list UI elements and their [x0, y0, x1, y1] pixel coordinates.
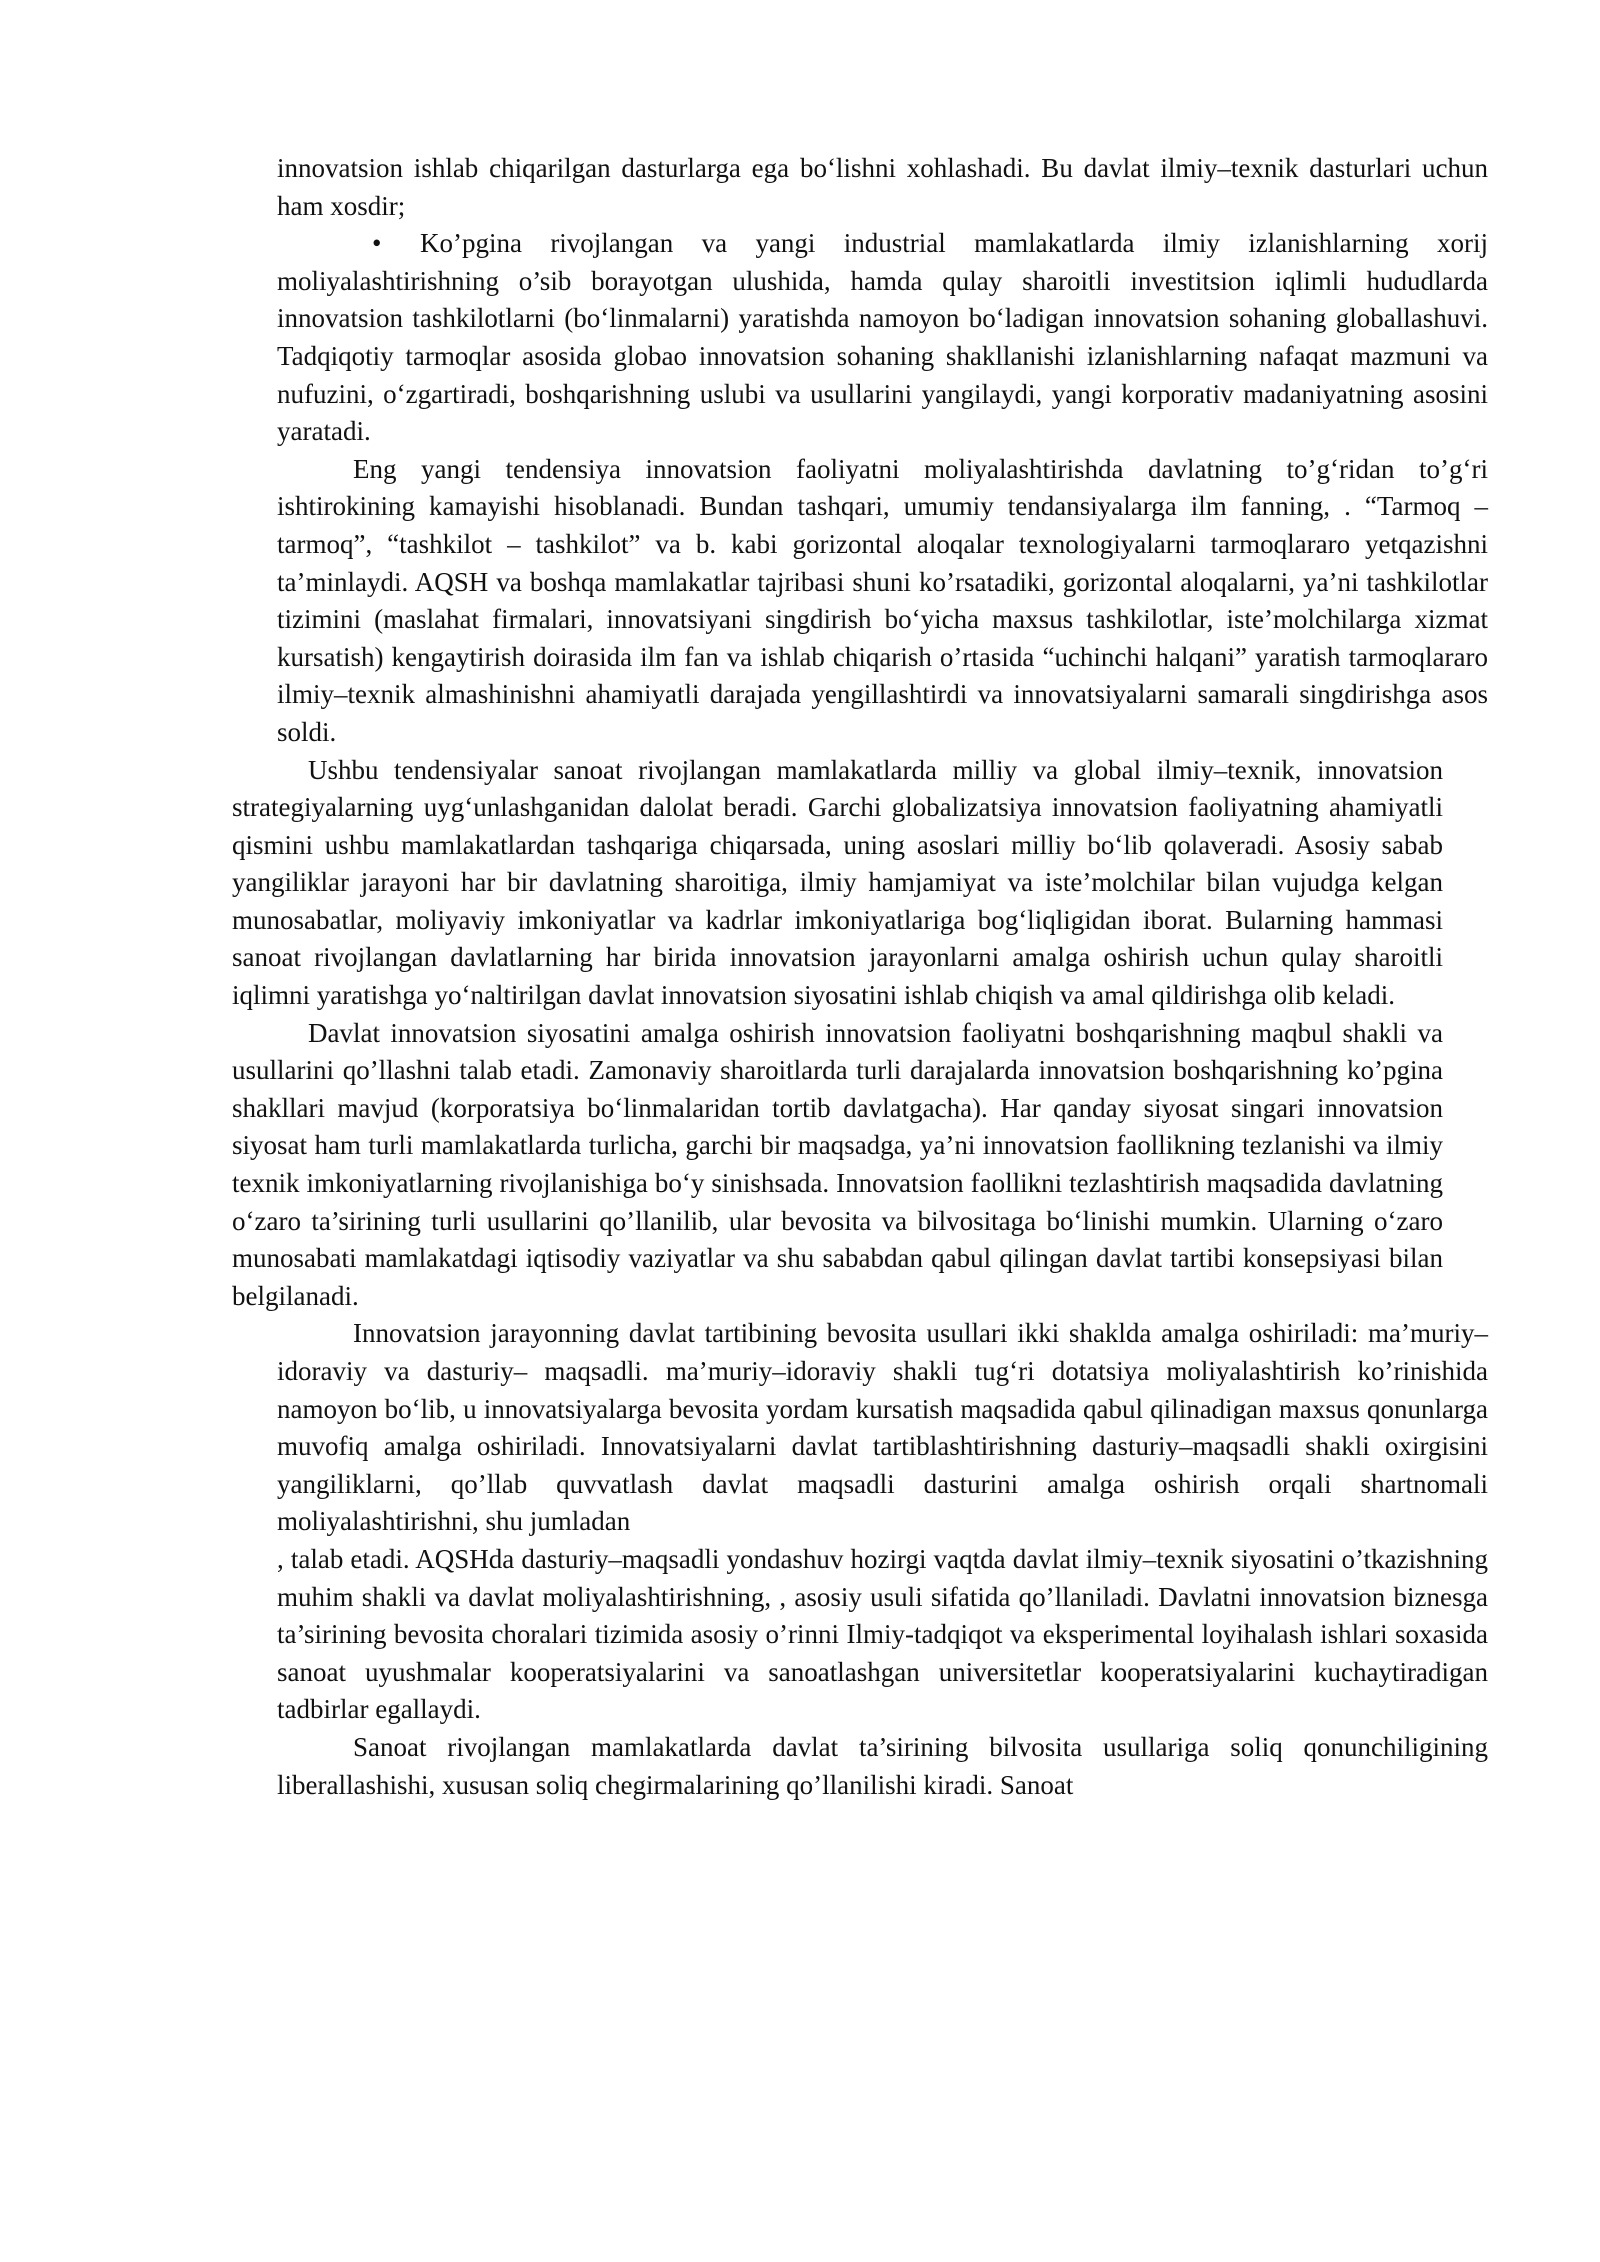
paragraph-continuation: innovatsion ishlab chiqarilgan dasturlarga ega bo‘lishni xohlashadi. Bu davlat ilmiy–texnik dasturlari uchun ham xosdir; — [277, 153, 1488, 221]
paragraph-strategies: Ushbu tendensiyalar sanoat rivojlangan mamlakatlarda milliy va global ilmiy–texnik, innovatsion strategiyalarning uyg‘unlashganidan dalolat beradi. Garchi globalizatsiya innovatsion faoliyatning ahamiyatli qismini ushbu mamlakatlardan tashqariga chiqarsada, uning asoslari milliy bo‘lib qolaveradi. Asosiy sabab yangiliklar jarayoni har bir davlatning sharoitiga, ilmiy hamjamiyat va iste’molchilar bilan vujudga kelgan munosabatlar, moliyaviy imkoniyatlar va kadrlar imkoniyatlariga bog‘liqligidan iborat. Bularning hammasi sanoat rivojlangan davlatlarning har birida innovatsion jarayonlarni amalga oshirish uchun qulay sharoitli iqlimni yaratishga yo‘naltirilgan davlat innovatsion siyosatini ishlab chiqish va amal qildirishga olib keladi. — [232, 754, 1443, 1011]
paragraph-innovation-policy: Davlat innovatsion siyosatini amalga oshirish innovatsion faoliyatni boshqarishning maqbul shakli va usullarini qo’llashni talab etadi. Zamonaviy sharoitlarda turli darajalarda innovatsion boshqarishning ko’pgina shakllari mavjud (korporatsiya bo‘linmalaridan tortib davlatgacha). Har qanday siyosat singari innovatsion siyosat ham turli mamlakatlarda turlicha, garchi bir maqsadga, ya’ni innovatsion faollikning tezlanishi va ilmiy texnik imkoniyatlarning rivojlanishiga bo‘y sinishsada. Innovatsion faollikni tezlashtirish maqsadida davlatning o‘zaro ta’sirining turli usullarini qo’llanilib, ular bevosita va bilvositaga bo‘linishi mumkin. Ularning o‘zaro munosabati mamlakatdagi iqtisodiy vaziyatlar va shu sababdan qabul qilingan davlat tartibi konsepsiyasi bilan belgilanadi. — [232, 1017, 1443, 1311]
paragraph-direct-methods: Innovatsion jarayonning davlat tartibining bevosita usullari ikki shaklda amalga oshiriladi: ma’muriy–idoraviy va dasturiy– maqsadli. ma’muriy–idoraviy shakli tug‘ri dotatsiya moliyalashtirish ko’rinishida namoyon bo‘lib, u innovatsiyalarga bevosita yordam kursatish maqsadida qabul qilinadigan maxsus qonunlarga muvofiq amalga oshiriladi. Innovatsiyalarni davlat tartiblashtirishning dasturiy–maqsadli shakli oxirgisini yangiliklarni, qo’llab quvvatlash davlat maqsadli dasturini amalga oshirish orqali shartnomali moliyalashtirishni, shu jumladan — [277, 1318, 1488, 1537]
bullet-marker: • — [372, 228, 382, 259]
bullet-paragraph-text: Ko’pgina rivojlangan va yangi industrial mamlakatlarda ilmiy izlanishlarning xorij moliyalashtirishning o’sib borayotgan ulushida, hamda qulay sharoitli investitsion iqlimli hududlarda innovatsion tashkilotlarni (bo‘linmalarni) yaratishda namoyon bo‘ladigan innovatsion sohaning globallashuvi. Tadqiqotiy tarmoqlar asosida globao innovatsion sohaning shakllanishi izlanishlarning nafaqat mazmuni va nufuzini, o‘zgartiradi, boshqarishning uslubi va usullarini yangilaydi, yangi korporativ madaniyatning asosini yaratadi. — [277, 228, 1488, 447]
paragraph-indirect-methods: Sanoat rivojlangan mamlakatlarda davlat ta’sirining bilvosita usullariga soliq qonunchiligining liberallashishi, xususan soliq chegirmalarining qo’llanilishi kiradi. Sanoat — [277, 1731, 1488, 1800]
document-body — [0, 150, 1600, 1804]
paragraph-tendency: Eng yangi tendensiya innovatsion faoliyatni moliyalashtirishda davlatning to’g‘ridan to’g‘ri ishtirokining kamayishi hisoblanadi. Bundan tashqari, umumiy tendansiyalarga ilm fanning, . “Tarmoq – tarmoq”, “tashkilot – tashkilot” va b. kabi gorizontal aloqalar texnologiyalarni tarmoqlararo yetqazishni ta’minlaydi. AQSH va boshqa mamlakatlar tajribasi shuni ko’rsatadiki, gorizontal aloqalarni, ya’ni tashkilotlar tizimini (maslahat firmalari, innovatsiyani singdirish bo‘yicha maxsus tashkilotlar, iste’molchilarga xizmat kursatish) kengaytirish doirasida ilm fan va ishlab chiqarish o’rtasida “uchinchi halqani” yaratish tarmoqlararo ilmiy–texnik almashinishni ahamiyatli darajada yengillashtirdi va innovatsiyalarni samarali singdirishga asos soldi. — [277, 453, 1488, 747]
paragraph-program-approach: , talab etadi. AQSHda dasturiy–maqsadli yondashuv hozirgi vaqtda davlat ilmiy–texnik siyosatini o’tkazishning muhim shakli va davlat moliyalashtirishning, , asosiy usuli sifatida qo’llaniladi. Davlatni innovatsion biznesga ta’sirining bevosita choralari tizimida asosiy o’rinni Ilmiy-tadqiqot va eksperimental loyihalash ishlari soxasida sanoat uyushmalar kooperatsiyalarini va sanoatlashgan universitetlar kooperatsiyalarini kuchaytiradigan tadbirlar egallaydi. — [277, 1543, 1488, 1725]
bullet-paragraph — [277, 225, 1488, 451]
